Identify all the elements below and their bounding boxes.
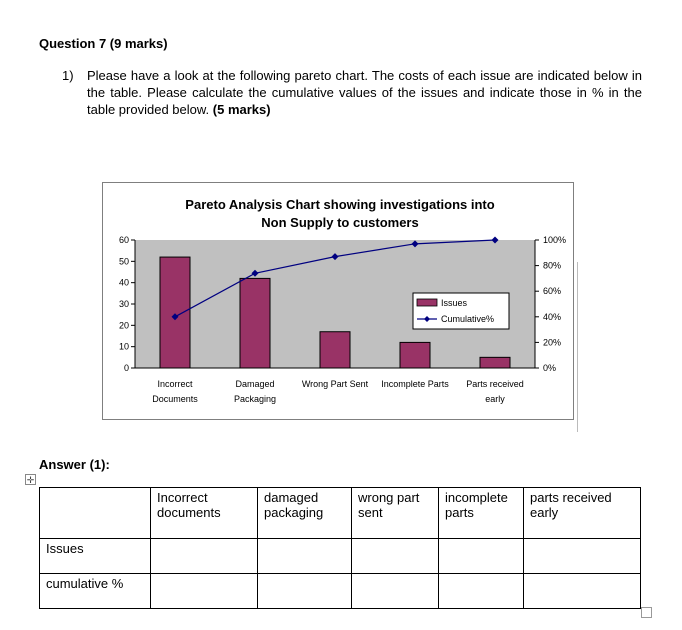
right-tick-label: 60% [543,286,562,297]
left-tick-label: 20 [118,320,129,331]
left-tick-label: 0 [123,363,129,373]
right-tick-label: 20% [543,337,562,348]
header-cell[interactable]: parts received early [524,488,641,539]
legend-swatch-issues [417,299,437,306]
right-tick-label: 80% [543,260,562,271]
header-cell[interactable]: incomplete parts [439,488,524,539]
table-move-icon[interactable]: ✛ [26,475,35,485]
bar [160,257,190,368]
header-cell[interactable]: Incorrect documents [151,488,258,539]
answer-cell[interactable] [524,574,641,609]
pareto-chart[interactable] [102,182,574,420]
left-tick-label: 10 [118,341,129,352]
bar [400,342,430,368]
table-resize-handle[interactable] [641,607,652,618]
chart-margin-line [577,262,578,432]
answer-cell[interactable] [439,539,524,574]
category-label: Wrong Part Sent [301,379,369,389]
answer-cell[interactable] [151,574,258,609]
question-item [62,67,642,118]
chart-canvas [103,183,575,421]
bar [240,278,270,368]
category-label: Damaged [235,379,275,389]
bar [480,357,510,368]
answer-cell[interactable] [151,539,258,574]
answer-cell[interactable] [439,574,524,609]
question-marks: (5 marks) [212,102,271,117]
answer-cell[interactable] [524,539,641,574]
header-cell[interactable]: damaged packaging [258,488,352,539]
item-number: 1) [62,68,74,83]
category-label: Incomplete Parts [381,379,449,389]
right-tick-label: 0% [543,363,557,373]
table-row [40,574,641,609]
legend-label-issues: Issues [441,298,468,308]
chart-title: Non Supply to customers [261,215,419,230]
left-tick-label: 50 [118,256,129,267]
table-header-row [40,488,641,539]
table-row [40,539,641,574]
bar [320,332,350,368]
question-body: Please have a look at the following pareto chart. The costs of each issue are indicated below in the table. Please calculate the cumulative values of the issues and indicate those in % in the table provided below. [87,68,642,117]
answer-table [39,487,641,609]
left-tick-label: 40 [118,277,129,288]
category-label: Packaging [233,394,277,404]
left-tick-label: 60 [118,235,129,245]
category-label: early [485,394,505,404]
category-label: Incorrect [157,379,193,389]
answer-cell[interactable] [258,574,352,609]
question-title: Question 7 (9 marks) [39,36,168,51]
right-tick-label: 40% [543,311,562,322]
category-label: Documents [152,394,198,404]
header-cell[interactable] [40,488,151,539]
row-label[interactable]: Issues [40,539,151,574]
header-cell[interactable]: wrong part sent [352,488,439,539]
right-tick-label: 100% [543,235,567,245]
answer-cell[interactable] [258,539,352,574]
answer-cell[interactable] [352,539,439,574]
legend-label-cumulative: Cumulative% [441,314,495,324]
answer-cell[interactable] [352,574,439,609]
row-label[interactable]: cumulative % [40,574,151,609]
question-text [87,67,642,118]
chart-title: Pareto Analysis Chart showing investigations into [185,197,495,212]
category-label: Parts received [466,379,524,389]
answer-label: Answer (1): [39,457,110,472]
left-tick-label: 30 [118,299,129,309]
